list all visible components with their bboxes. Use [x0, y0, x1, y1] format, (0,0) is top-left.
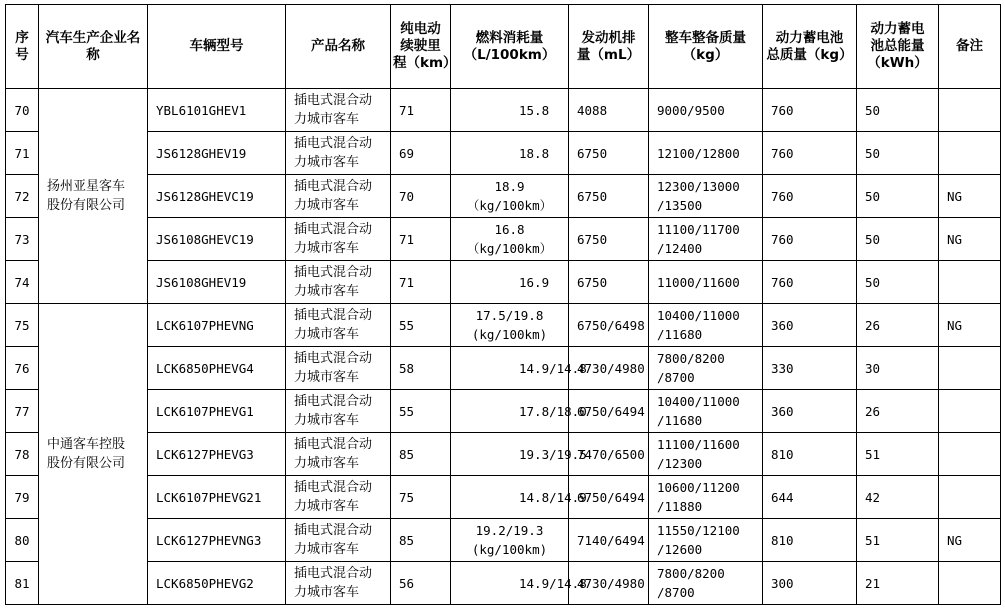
fuel-cell: 17.5/19.8 (kg/100km)	[451, 304, 569, 347]
mass-cell: 9000/9500	[649, 89, 763, 132]
table-row	[6, 218, 1001, 261]
row-seq: 71	[6, 132, 39, 175]
row-seq: 74	[6, 261, 39, 304]
row-seq: 76	[6, 347, 39, 390]
remark-cell: NG	[939, 175, 1001, 218]
fuel-cell: 14.8/14.9	[451, 476, 569, 519]
battery-mass-cell: 810	[763, 433, 857, 476]
model-cell: LCK6107PHEVG1	[148, 390, 286, 433]
maker-cell: 扬州亚星客车 股份有限公司	[39, 89, 148, 304]
remark-cell	[939, 433, 1001, 476]
table-row	[6, 304, 1001, 347]
remark-cell: NG	[939, 218, 1001, 261]
remark-cell: NG	[939, 304, 1001, 347]
header-remark: 备注	[939, 5, 1001, 89]
battery-mass-cell: 360	[763, 390, 857, 433]
fuel-cell: 16.8 （kg/100km）	[451, 218, 569, 261]
model-cell: LCK6127PHEVNG3	[148, 519, 286, 562]
model-cell: YBL6101GHEV1	[148, 89, 286, 132]
product-cell: 插电式混合动 力城市客车	[286, 433, 391, 476]
row-seq: 75	[6, 304, 39, 347]
battery-energy-cell: 50	[857, 175, 939, 218]
engine-cell: 6750	[569, 175, 649, 218]
header-fuel: 燃料消耗量 （L/100km）	[451, 5, 569, 89]
battery-mass-cell: 810	[763, 519, 857, 562]
battery-mass-cell: 300	[763, 562, 857, 605]
remark-cell	[939, 476, 1001, 519]
header-seq: 序 号	[6, 5, 39, 89]
mass-cell: 11100/11600 /12300	[649, 433, 763, 476]
fuel-cell: 15.8	[451, 89, 569, 132]
header-mass: 整车整备质量 （kg）	[649, 5, 763, 89]
range-cell: 85	[391, 433, 451, 476]
battery-energy-cell: 42	[857, 476, 939, 519]
range-cell: 58	[391, 347, 451, 390]
remark-cell	[939, 347, 1001, 390]
fuel-cell: 14.9/14.8	[451, 347, 569, 390]
row-seq: 72	[6, 175, 39, 218]
mass-cell: 10400/11000 /11680	[649, 390, 763, 433]
engine-cell: 7140/6494	[569, 519, 649, 562]
table-row	[6, 347, 1001, 390]
product-cell: 插电式混合动 力城市客车	[286, 89, 391, 132]
product-cell: 插电式混合动 力城市客车	[286, 347, 391, 390]
row-seq: 78	[6, 433, 39, 476]
table-body	[6, 89, 1001, 605]
engine-cell: 7470/6500	[569, 433, 649, 476]
model-cell: LCK6127PHEVG3	[148, 433, 286, 476]
header-battery-energy: 动力蓄电 池总能量 （kWh）	[857, 5, 939, 89]
product-cell: 插电式混合动 力城市客车	[286, 218, 391, 261]
product-cell: 插电式混合动 力城市客车	[286, 562, 391, 605]
mass-cell: 11000/11600	[649, 261, 763, 304]
header-model: 车辆型号	[148, 5, 286, 89]
table-row	[6, 433, 1001, 476]
battery-energy-cell: 21	[857, 562, 939, 605]
table-row	[6, 519, 1001, 562]
model-cell: JS6108GHEV19	[148, 261, 286, 304]
range-cell: 55	[391, 304, 451, 347]
header-product: 产品名称	[286, 5, 391, 89]
range-cell: 55	[391, 390, 451, 433]
mass-cell: 10600/11200 /11880	[649, 476, 763, 519]
fuel-cell: 18.9 （kg/100km）	[451, 175, 569, 218]
mass-cell: 11100/11700 /12400	[649, 218, 763, 261]
row-seq: 81	[6, 562, 39, 605]
product-cell: 插电式混合动 力城市客车	[286, 519, 391, 562]
battery-mass-cell: 330	[763, 347, 857, 390]
battery-energy-cell: 26	[857, 390, 939, 433]
product-cell: 插电式混合动 力城市客车	[286, 132, 391, 175]
product-cell: 插电式混合动 力城市客车	[286, 175, 391, 218]
product-cell: 插电式混合动 力城市客车	[286, 390, 391, 433]
model-cell: JS6128GHEV19	[148, 132, 286, 175]
mass-cell: 12100/12800	[649, 132, 763, 175]
model-cell: LCK6107PHEVG21	[148, 476, 286, 519]
model-cell: JS6108GHEVC19	[148, 218, 286, 261]
range-cell: 70	[391, 175, 451, 218]
range-cell: 75	[391, 476, 451, 519]
battery-energy-cell: 51	[857, 519, 939, 562]
battery-energy-cell: 50	[857, 261, 939, 304]
remark-cell	[939, 89, 1001, 132]
table-row	[6, 562, 1001, 605]
mass-cell: 10400/11000 /11680	[649, 304, 763, 347]
engine-cell: 6750	[569, 261, 649, 304]
product-cell: 插电式混合动 力城市客车	[286, 304, 391, 347]
table-row	[6, 89, 1001, 132]
battery-energy-cell: 26	[857, 304, 939, 347]
remark-cell	[939, 562, 1001, 605]
remark-cell	[939, 132, 1001, 175]
table-row	[6, 175, 1001, 218]
engine-cell: 6750/6494	[569, 476, 649, 519]
range-cell: 71	[391, 261, 451, 304]
vehicle-catalog-table	[5, 4, 1001, 605]
mass-cell: 7800/8200 /8700	[649, 347, 763, 390]
battery-mass-cell: 760	[763, 89, 857, 132]
header-battery-mass: 动力蓄电池 总质量（kg）	[763, 5, 857, 89]
range-cell: 71	[391, 89, 451, 132]
fuel-cell: 19.3/19.5	[451, 433, 569, 476]
battery-mass-cell: 360	[763, 304, 857, 347]
engine-cell: 6750	[569, 218, 649, 261]
mass-cell: 12300/13000 /13500	[649, 175, 763, 218]
header-maker: 汽车生产企业名称	[39, 5, 148, 89]
engine-cell: 6750/6494	[569, 390, 649, 433]
product-cell: 插电式混合动 力城市客车	[286, 261, 391, 304]
fuel-cell: 17.8/18.0	[451, 390, 569, 433]
fuel-cell: 16.9	[451, 261, 569, 304]
battery-mass-cell: 760	[763, 175, 857, 218]
table-row	[6, 261, 1001, 304]
engine-cell: 4088	[569, 89, 649, 132]
battery-mass-cell: 760	[763, 261, 857, 304]
model-cell: LCK6107PHEVNG	[148, 304, 286, 347]
row-seq: 73	[6, 218, 39, 261]
range-cell: 85	[391, 519, 451, 562]
battery-mass-cell: 644	[763, 476, 857, 519]
range-cell: 71	[391, 218, 451, 261]
remark-cell	[939, 390, 1001, 433]
model-cell: LCK6850PHEVG4	[148, 347, 286, 390]
header-engine: 发动机排 量（mL）	[569, 5, 649, 89]
range-cell: 56	[391, 562, 451, 605]
mass-cell: 7800/8200 /8700	[649, 562, 763, 605]
fuel-cell: 14.9/14.8	[451, 562, 569, 605]
row-seq: 79	[6, 476, 39, 519]
engine-cell: 4730/4980	[569, 562, 649, 605]
engine-cell: 4730/4980	[569, 347, 649, 390]
engine-cell: 6750	[569, 132, 649, 175]
battery-energy-cell: 50	[857, 89, 939, 132]
battery-energy-cell: 30	[857, 347, 939, 390]
header-range: 纯电动 续驶里 程（km）	[391, 5, 451, 89]
battery-energy-cell: 50	[857, 132, 939, 175]
engine-cell: 6750/6498	[569, 304, 649, 347]
row-seq: 70	[6, 89, 39, 132]
model-cell: LCK6850PHEVG2	[148, 562, 286, 605]
product-cell: 插电式混合动 力城市客车	[286, 476, 391, 519]
row-seq: 77	[6, 390, 39, 433]
header-row	[6, 5, 1001, 89]
fuel-cell: 19.2/19.3 (kg/100km)	[451, 519, 569, 562]
range-cell: 69	[391, 132, 451, 175]
model-cell: JS6128GHEVC19	[148, 175, 286, 218]
fuel-cell: 18.8	[451, 132, 569, 175]
table-row	[6, 476, 1001, 519]
battery-mass-cell: 760	[763, 218, 857, 261]
row-seq: 80	[6, 519, 39, 562]
maker-cell: 中通客车控股 股份有限公司	[39, 304, 148, 605]
remark-cell: NG	[939, 519, 1001, 562]
battery-energy-cell: 50	[857, 218, 939, 261]
table-row	[6, 390, 1001, 433]
battery-mass-cell: 760	[763, 132, 857, 175]
remark-cell	[939, 261, 1001, 304]
table-row	[6, 132, 1001, 175]
mass-cell: 11550/12100 /12600	[649, 519, 763, 562]
battery-energy-cell: 51	[857, 433, 939, 476]
